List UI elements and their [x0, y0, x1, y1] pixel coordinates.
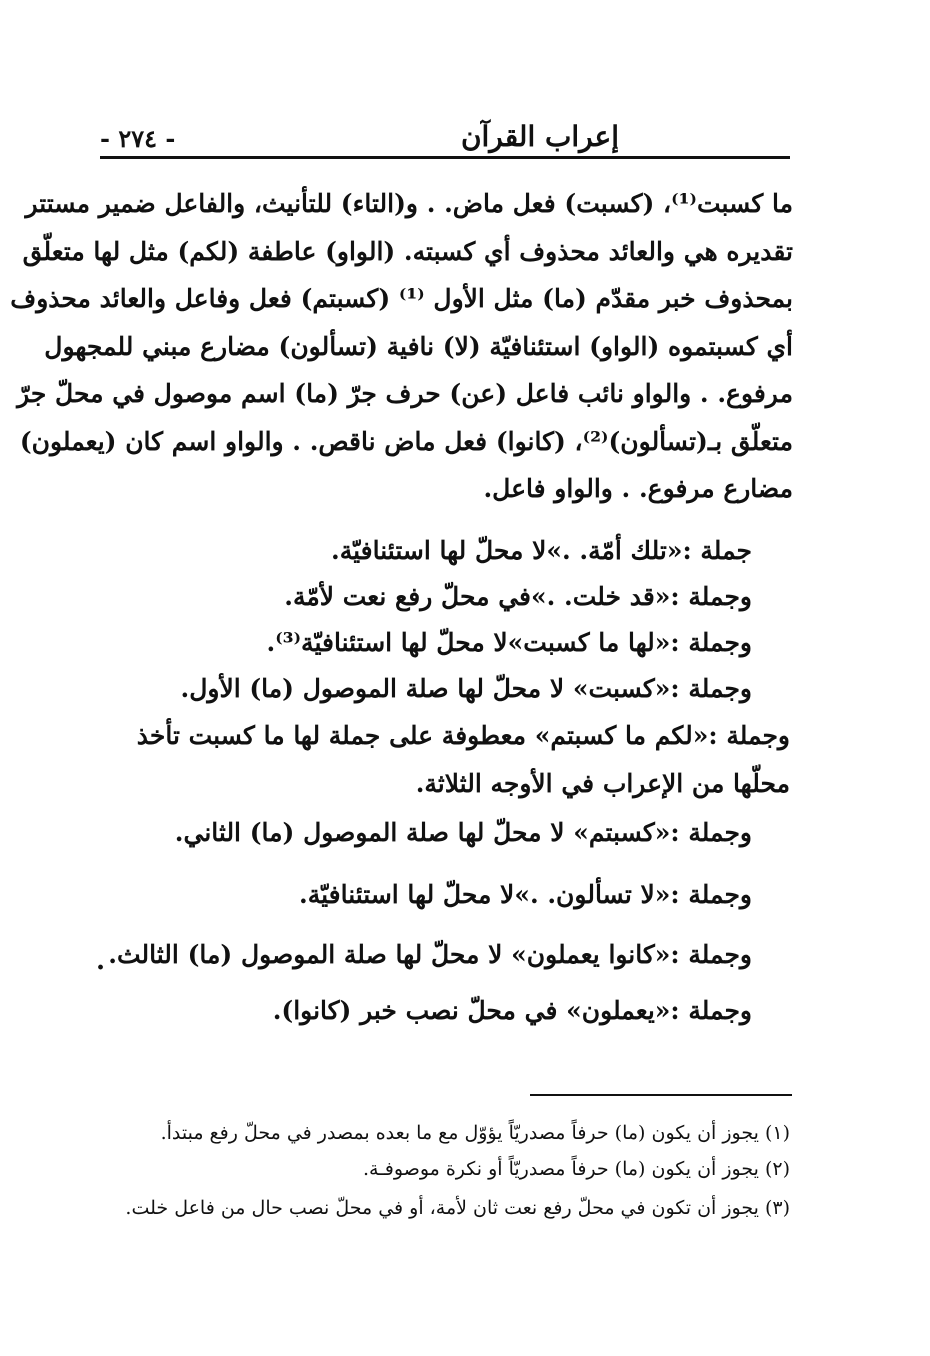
sentence-item: جملة :«تلك أمّة. .»لا محلّ لها استئنافيّة. [331, 536, 752, 565]
sentence-item: وجملة :«يعملون» في محلّ نصب خبر (كانوا). [272, 996, 752, 1025]
footnote-item: (١) يجوز أن يكون (ما) حرفاً مصدريّاً يؤوّل مع ما بعده بمصدر في محلّ رفع مبتدأ. [160, 1122, 790, 1144]
body-line: تقديره هي والعائد محذوف أي كسبته. (الواو) عاطفة (لكم) مثل لها متعلّق [22, 236, 793, 266]
footnote-item: (٢) يجوز أن يكون (ما) حرفاً مصدريّاً أو نكرة موصوفـة. [363, 1158, 790, 1180]
sentence-item: وجملة :«قد خلت. .»في محلّ رفع نعت لأمّة. [284, 582, 752, 611]
body-line: ما كسبت⁽¹⁾، (كسبت) فعل ماض. . و(التاء) للتأنيث، والفاعل ضمير مستتر [25, 189, 793, 218]
sentence-item: وجملة :«كسبت» لا محلّ لها صلة الموصول (ما) الأول. [180, 674, 752, 703]
sentence-item: وجملة :«لها ما كسبت»لا محلّ لها استئنافيّة⁽³⁾. [266, 628, 752, 657]
sentence-item: وجملة :«لا تسألون. .»لا محلّ لها استئنافيّة. [298, 880, 752, 909]
page-header [100, 118, 790, 159]
page-number: - ٢٧٤ - [100, 124, 176, 153]
body-line: متعلّق بـ(تسألون)⁽²⁾، (كانوا) فعل ماض ناقص. . والواو اسم كان (يعملون) [19, 426, 793, 456]
book-title: إعراب القرآن [460, 120, 620, 153]
body-line: مضارع مرفوع. . والواو فاعل. [483, 474, 793, 503]
footnote-divider [530, 1094, 792, 1096]
body-line: بمحذوف خبر مقدّم (ما) مثل الأول ⁽¹⁾ (كسبتم) فعل وفاعل والعائد محذوف [10, 284, 793, 313]
sentence-item: وجملة :«كسبتم» لا محلّ لها صلة الموصول (ما) الثاني. [174, 818, 752, 847]
sentence-item: وجملة :«لكم ما كسبتم» معطوفة على جملة لها ما كسبت تأخذ محلّها من الإعراب في الأوجه الثلاثة. [136, 721, 790, 798]
footnote-item: (٣) يجوز أن تكون في محلّ رفع نعت ثان لأمة، أو في محلّ نصب حال من فاعل خلت. [125, 1197, 790, 1219]
stray-mark: . [96, 946, 106, 976]
sentence-item: وجملة :«كانوا يعملون» لا محلّ لها صلة الموصول (ما) الثالث. [108, 940, 752, 969]
body-line: أي كسبتموه (الواو) استئنافيّة (لا) نافية (تسألون) مضارع مبني للمجهول [44, 331, 793, 361]
body-line: مرفوع. . والواو نائب فاعل (عن) حرف جرّ (ما) اسم موصول في محلّ جرّ [17, 379, 793, 408]
body-paragraph [10, 180, 793, 513]
